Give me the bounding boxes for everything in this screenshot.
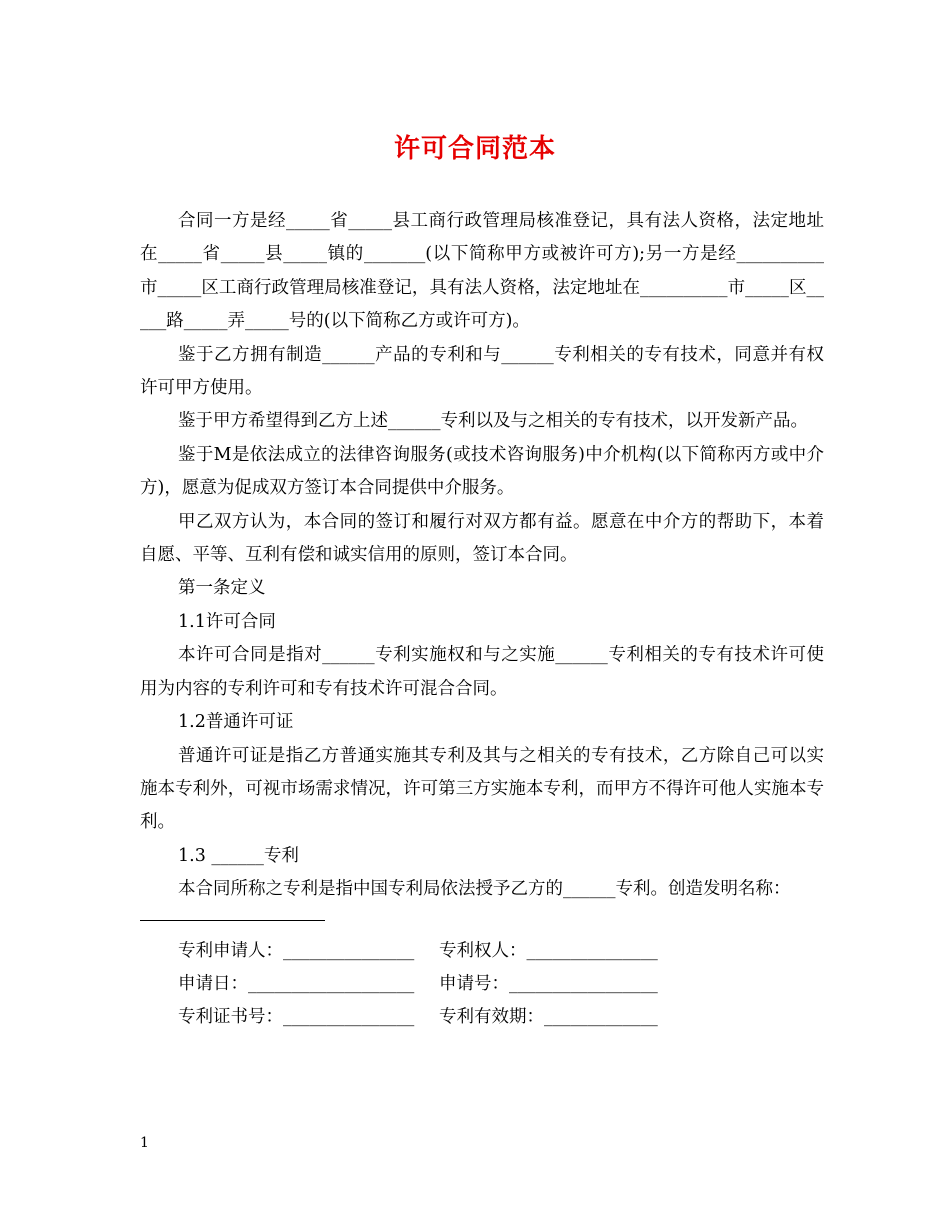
- section-1-2-text: 普通许可证是指乙方普通实施其专利及其与之相关的专有技术，乙方除自己可以实施本专利外，可视市场需求情况，许可第三方实施本专利，而甲方不得许可他人实施本专利。: [140, 745, 824, 833]
- patent-validity-field: 专利有效期：_____________: [439, 1007, 658, 1028]
- paragraph-recital-3: 鉴于M是依法成立的法律咨询服务(或技术咨询服务)中介机构(以下简称丙方或中介方)，愿意为促成双方签订本合同提供中介服务。: [140, 444, 824, 499]
- section-1-2-heading: 1.2普通许可证: [178, 712, 294, 733]
- paragraph-parties: 合同一方是经_____省_____县工商行政管理局核准登记，具有法人资格，法定地址在_____省_____县_____镇的_______(以下简称甲方或被许可方);另一方是经__________市_____区工商行政管理局核准登记，具有法人资格，法定地址在__________市_____区_____路_____弄_____号的(以下简称乙方或许可方)。: [140, 211, 824, 332]
- paragraph-recital-4: 甲乙双方认为，本合同的签订和履行对双方都有益。愿意在中介方的帮助下，本着自愿、平等、互利有偿和诚实信用的原则，签订本合同。: [140, 511, 824, 566]
- section-1-3-text: 本合同所称之专利是指中国专利局依法授予乙方的______专利。创造发明名称：: [178, 879, 791, 900]
- section-1-3-heading: 1.3 ______专利: [178, 845, 299, 866]
- field-row: [140, 968, 824, 1001]
- patent-applicant-field: 专利申请人：_______________: [178, 940, 415, 961]
- paragraph-recital-2: 鉴于甲方希望得到乙方上述______专利以及与之相关的专有技术，以开发新产品。: [178, 411, 808, 432]
- section-1-1-text: 本许可合同是指对______专利实施权和与之实施______专利相关的专有技术许可使用为内容的专利许可和专有技术许可混合合同。: [140, 645, 824, 699]
- certificate-number-field: 专利证书号：_______________: [178, 1007, 415, 1028]
- page-number: 1: [140, 1135, 149, 1151]
- field-row: [140, 1001, 824, 1034]
- application-date-field: 申请日：___________________: [178, 973, 415, 994]
- field-row: [140, 935, 824, 968]
- document-body: [140, 205, 824, 1035]
- article-1-heading: 第一条定义: [178, 578, 266, 599]
- application-number-field: 申请号：_________________: [439, 973, 658, 994]
- section-1-1-heading: 1.1许可合同: [178, 611, 276, 632]
- paragraph-recital-1: 鉴于乙方拥有制造______产品的专利和与______专利相关的专有技术，同意并有权许可甲方使用。: [140, 344, 824, 399]
- invention-name-blank-line: [140, 911, 824, 921]
- document-title: 许可合同范本: [393, 134, 556, 164]
- patent-holder-field: 专利权人：_______________: [439, 940, 658, 961]
